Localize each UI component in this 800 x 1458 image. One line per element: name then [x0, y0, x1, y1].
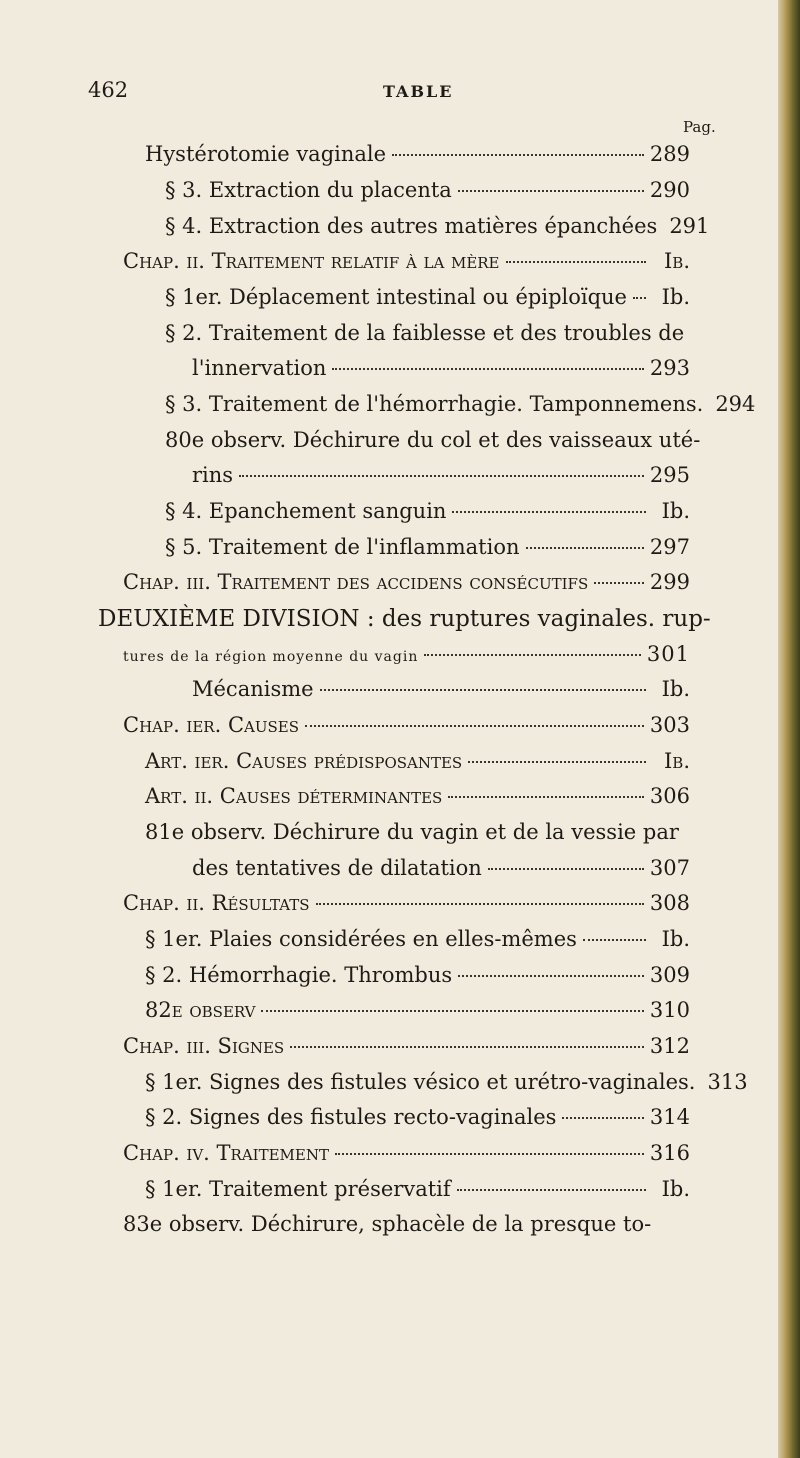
entry-text: § 3. Extraction du placenta: [165, 178, 452, 202]
toc-entry: [145, 998, 690, 1028]
entry-text: DEUXIÈME DIVISION : des ruptures vaginales. rup-: [98, 606, 711, 632]
entry-page: Ib.: [661, 499, 690, 523]
dot-leader: [335, 1153, 644, 1155]
dot-leader: [424, 654, 641, 656]
dot-leader: [305, 725, 644, 727]
entry-page: 290: [649, 178, 690, 202]
entry-page: 313: [707, 1070, 748, 1094]
entry-page: Ib.: [661, 927, 690, 951]
entry-page: Ib.: [664, 749, 690, 773]
toc-entry: [192, 463, 690, 493]
toc-entry: [145, 1070, 748, 1100]
toc-entry: [165, 535, 690, 565]
entry-page: 289: [649, 142, 690, 166]
dot-leader: [239, 475, 644, 477]
dot-leader: [458, 190, 644, 192]
entry-text: § 3. Traitement de l'hémorrhagie. Tamponnemens.: [165, 392, 704, 416]
entry-text: Art. ier. Causes prédisposantes: [145, 749, 463, 773]
entry-text: Chap. iii. Signes: [123, 1034, 285, 1058]
entry-page: 291: [669, 214, 710, 238]
toc-entry: [145, 927, 690, 957]
entry-text: § 1er. Plaies considérées en elles-mêmes: [145, 927, 577, 951]
entry-page: Ib.: [661, 1177, 690, 1201]
toc-entry: [145, 963, 690, 993]
entry-page: 314: [649, 1105, 690, 1129]
entry-text: 83e observ. Déchirure, sphacèle de la presque to-: [123, 1212, 652, 1236]
entry-text: Hystérotomie vaginale: [145, 142, 387, 166]
toc-entry: [123, 1141, 690, 1171]
toc-entry: [145, 784, 690, 814]
entry-text: § 5. Traitement de l'inflammation: [165, 535, 520, 559]
toc-entry: [123, 891, 690, 921]
dot-leader: [506, 261, 646, 263]
dot-leader: [488, 868, 644, 870]
toc-entry: [123, 570, 690, 600]
entry-page: 301: [646, 642, 690, 666]
dot-leader: [468, 761, 646, 763]
entry-page: 299: [649, 570, 690, 594]
entry-text: § 1er. Déplacement intestinal ou épiploïque: [165, 285, 627, 309]
entry-page: 295: [649, 463, 690, 487]
dot-leader: [448, 796, 644, 798]
entry-text: Art. ii. Causes déterminantes: [145, 784, 443, 808]
entry-text: 80e observ. Déchirure du col et des vaisseaux uté-: [165, 428, 701, 452]
dot-leader: [392, 154, 644, 156]
toc-entry: [165, 499, 690, 529]
dot-leader: [457, 1189, 646, 1191]
dot-leader: [316, 903, 644, 905]
dot-leader: [633, 297, 646, 299]
toc-entry: [145, 142, 690, 172]
toc-entry: [192, 356, 690, 386]
entry-page: 293: [649, 356, 690, 380]
dot-leader: [290, 1046, 644, 1048]
toc-entry: [165, 428, 701, 458]
running-title: TABLE: [383, 82, 454, 101]
entry-text: Chap. iv. Traitement: [123, 1141, 329, 1165]
dot-leader: [526, 547, 644, 549]
page-number: 462: [88, 78, 129, 102]
toc-entry: [123, 642, 690, 672]
entry-text: 81e observ. Déchirure du vagin et de la vessie par: [145, 820, 679, 844]
toc-entry: [165, 214, 710, 244]
entry-text: § 2. Signes des fistules recto-vaginales: [145, 1105, 557, 1129]
entry-text: tures de la région moyenne du vagin: [123, 649, 419, 665]
entry-page: 312: [649, 1034, 690, 1058]
entry-text: Chap. ii. Résultats: [123, 891, 310, 915]
entry-page: 308: [649, 891, 690, 915]
toc-entry: [123, 1212, 690, 1242]
toc-entry: [145, 1177, 690, 1207]
toc-entry: [123, 1034, 690, 1064]
entry-text: § 4. Epanchement sanguin: [165, 499, 447, 523]
toc-entry: [192, 856, 690, 886]
entry-text: 82e observ: [145, 998, 256, 1022]
toc-entry: [165, 392, 756, 422]
entry-text: Chap. iii. Traitement des accidens consécutifs: [123, 570, 589, 594]
entry-page: 316: [649, 1141, 690, 1165]
entry-page: Ib.: [661, 677, 690, 701]
dot-leader: [452, 511, 646, 513]
entry-text: § 1er. Traitement préservatif: [145, 1177, 451, 1201]
dot-leader: [458, 975, 644, 977]
dot-leader: [261, 1010, 643, 1012]
toc-entry: [192, 677, 690, 707]
page-header: [88, 78, 688, 112]
entry-page: 297: [649, 535, 690, 559]
entry-page: 309: [649, 963, 690, 987]
entry-page: 306: [649, 784, 690, 808]
toc-entry: [165, 285, 690, 315]
toc-entry: [145, 820, 690, 850]
toc-entry: [165, 178, 690, 208]
entry-text: des tentatives de dilatation: [192, 856, 482, 880]
entry-page: 310: [649, 998, 690, 1022]
entry-text: § 2. Hémorrhagie. Thrombus: [145, 963, 453, 987]
entry-text: Chap. ier. Causes: [123, 713, 299, 737]
toc-entry: [123, 249, 690, 279]
pag-column-label: Pag.: [683, 118, 716, 136]
entry-text: Mécanisme: [192, 677, 314, 701]
toc-division-heading: [98, 606, 711, 636]
book-spine-edge: [778, 0, 800, 1458]
entry-text: Chap. ii. Traitement relatif à la mère: [123, 249, 500, 273]
entry-page: Ib.: [661, 285, 690, 309]
entry-text: l'innervation: [192, 356, 327, 380]
entry-text: rins: [192, 463, 234, 487]
entry-text: § 2. Traitement de la faiblesse et des troubles de: [165, 321, 685, 345]
entry-text: § 4. Extraction des autres matières épanchées: [165, 214, 658, 238]
entry-page: 303: [649, 713, 690, 737]
toc-entry: [145, 749, 690, 779]
dot-leader: [562, 1117, 643, 1119]
toc-entry: [145, 1105, 690, 1135]
dot-leader: [320, 689, 646, 691]
toc-entry: [123, 713, 690, 743]
entry-page: Ib.: [664, 249, 690, 273]
entry-text: § 1er. Signes des fistules vésico et urétro-vaginales.: [145, 1070, 696, 1094]
dot-leader: [583, 939, 646, 941]
dot-leader: [594, 582, 644, 584]
dot-leader: [332, 368, 643, 370]
toc-entry: [165, 321, 690, 351]
entry-page: 294: [715, 392, 756, 416]
entry-page: 307: [649, 856, 690, 880]
